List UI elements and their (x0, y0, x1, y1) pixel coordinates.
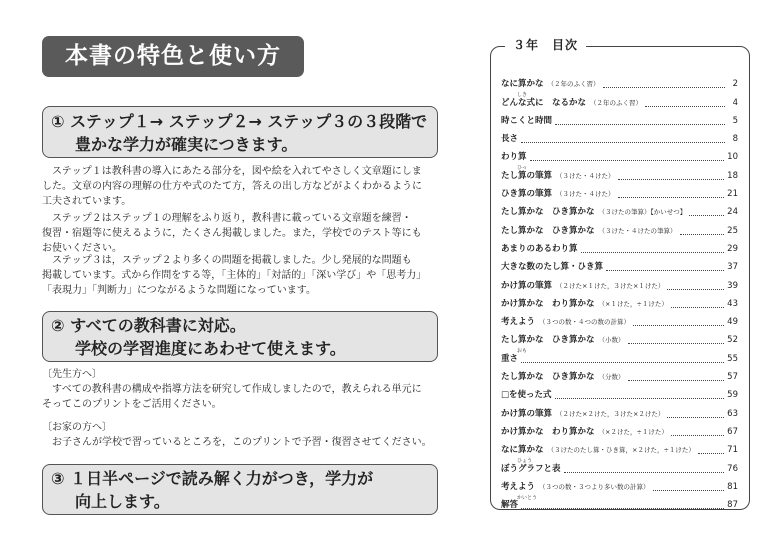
toc-leader-dots (606, 270, 724, 271)
toc-item (501, 182, 738, 200)
toc-item (501, 401, 738, 419)
toc-item (501, 383, 738, 401)
text-line: 復習・宿題等に使えるように，たくさん掲載しました。また，学校でのテスト等にも (42, 228, 422, 239)
toc-item-label: わり算 (501, 152, 527, 163)
toc-item-page: 55 (727, 353, 738, 364)
toc-item (501, 255, 738, 273)
toc-item-page: 4 (732, 97, 738, 108)
toc-item-page: 87 (727, 500, 738, 511)
toc-leader-dots (671, 435, 724, 436)
text-line: お子さんが学校で習っているところを，このプリントで予習・復習させてください。 (42, 437, 432, 448)
toc-item-label: たし算かな ひき算かな (501, 225, 595, 236)
toc-item-label: □を使った式 (501, 390, 552, 401)
toc-item-label: なに算かな (501, 445, 544, 456)
toc-title: ３年 目次 (505, 38, 586, 52)
toc-leader-dots (628, 380, 725, 381)
toc-item (501, 493, 738, 511)
toc-item-label: 解答 (501, 500, 519, 511)
toc-item-page: 63 (727, 408, 738, 419)
toc-item-label: 時こくと時間 (501, 115, 553, 126)
text-line: お使いください。 (42, 243, 122, 254)
toc-leader-dots (521, 362, 724, 363)
toc-item (501, 438, 738, 456)
toc-item-page: 76 (727, 463, 738, 474)
toc-item-note: （小数） (598, 336, 625, 345)
toc-leader-dots (645, 106, 725, 107)
step2-paragraph (42, 211, 440, 256)
toc-item-label: たし算かな ひき算かな (501, 372, 595, 383)
feature-heading-3 (42, 464, 438, 515)
toc-item-label: 考えよう (501, 481, 536, 492)
text-line: 〔お家の方へ〕 (42, 422, 112, 433)
feature-heading-line: ③ １日半ページで読み解く力がつき，学力が (51, 469, 374, 488)
toc-item (501, 127, 738, 145)
toc-item-page: 18 (727, 170, 738, 181)
text-line: ステップ１は教科書の導入にあたる部分を，図や絵を入れてやさしく文章題にしま (42, 166, 422, 177)
page-title: 本書の特色と使い方 (42, 36, 304, 77)
toc-leader-dots (564, 472, 725, 473)
toc-leader-dots (521, 508, 724, 509)
toc-item-page: 8 (732, 134, 738, 145)
toc-leader-dots (689, 215, 724, 216)
toc-item-note: （３けたの筆算）【かいせつ】 (598, 208, 687, 217)
toc-item-note: （×１けた，÷１けた） (598, 299, 668, 308)
text-line: ステップ３は，ステップ２より多くの問題を掲載しました。少し発展的な問題も (42, 255, 412, 266)
toc-item-label: かけ算の筆算 (501, 280, 553, 291)
step1-paragraph (42, 164, 440, 209)
teacher-note (42, 367, 440, 412)
text-line: すべての教科書の構成や指導方法を研究して作成しましたので，教えられる単元に (42, 384, 422, 395)
toc-item-label: あまりのあるわり算 (501, 243, 578, 254)
toc-item-label: ひき算の筆算 (501, 189, 553, 200)
toc-leader-dots (628, 343, 725, 344)
text-line: した。文章の内容の理解の仕方や式のたて方，答えの出し方などがよくわかるように (42, 181, 422, 192)
text-line: 掲載しています。式から作問をする等，「主体的」「対話的」「深い学び」や「思考力」 (42, 270, 427, 281)
toc-leader-dots (530, 160, 725, 161)
toc-item (501, 273, 738, 291)
toc-item-page: 21 (727, 189, 738, 200)
toc-item-note: （３けた・４けたの筆算） (598, 226, 677, 235)
toc-leader-dots (667, 289, 724, 290)
toc-item-page: 10 (727, 152, 738, 163)
toc-item-page: 67 (727, 426, 738, 437)
toc-item-label: ぼうグラフと表 (501, 463, 561, 474)
toc-item (501, 72, 738, 90)
toc-item (501, 218, 738, 236)
feature-heading-line: ② すべての教科書に対応。 (51, 316, 246, 335)
feature-heading-line: 学校の学習進度にあわせて使えます。 (75, 339, 346, 358)
toc-item-label: 大きな数のたし算・ひき算 (501, 262, 604, 273)
toc-item-ruby: ひょう (517, 458, 533, 465)
toc-item (501, 237, 738, 255)
toc-item-label: かけ算かな わり算かな (501, 426, 595, 437)
feature-heading-1 (42, 106, 438, 158)
toc-item-note: （２けた×１けた，３けた×１けた） (556, 281, 665, 290)
toc-leader-dots (698, 453, 724, 454)
toc-leader-dots (521, 142, 725, 143)
family-note (42, 420, 440, 450)
toc-item-page: 24 (727, 207, 738, 218)
toc-item-label: かけ算かな わり算かな (501, 298, 595, 309)
text-line: 「表現力」「判断力」につながるような問題になっています。 (42, 285, 316, 296)
toc-item (501, 292, 738, 310)
toc-item-note: （３つの数・４つの数の計算） (539, 318, 631, 327)
toc-item-page: 52 (727, 335, 738, 346)
toc-item-page: 2 (732, 79, 738, 90)
toc-item (501, 200, 738, 218)
toc-item-page: 37 (727, 262, 738, 273)
toc-item-label: 考えよう (501, 317, 536, 328)
toc-item (501, 456, 738, 474)
toc-item-note: （３つの数・３つより多い数の計算） (539, 482, 650, 491)
toc-item-page: 43 (727, 298, 738, 309)
toc-leader-dots (667, 417, 724, 418)
toc-leader-dots (633, 325, 724, 326)
toc-item (501, 310, 738, 328)
toc-leader-dots (555, 398, 725, 399)
toc-item-page: 49 (727, 317, 738, 328)
toc-item-page: 39 (727, 280, 738, 291)
toc-item (501, 90, 738, 108)
toc-item (501, 145, 738, 163)
toc-item-page: 57 (727, 372, 738, 383)
toc-item-note: （３けた・４けた） (556, 171, 615, 180)
toc-item (501, 328, 738, 346)
toc-item-label: たし算の筆算 (501, 170, 553, 181)
toc-item-label: かけ算の筆算 (501, 408, 553, 419)
toc-leader-dots (618, 197, 725, 198)
toc-item-note: （２年のふく習） (590, 98, 643, 107)
toc-item-page: 59 (727, 390, 738, 401)
feature-heading-line: 向上します。 (75, 492, 170, 511)
text-line: そってこのプリントをご活用ください。 (42, 399, 222, 410)
toc-item (501, 475, 738, 493)
toc-item-label: 長さ (501, 134, 519, 145)
toc-list (501, 72, 738, 511)
toc-item-ruby: ひっ (517, 165, 528, 172)
text-line: 〔先生方へ〕 (42, 369, 102, 380)
toc-item-page: 5 (732, 115, 738, 126)
toc-item-note: （２けた×２けた，３けた×２けた） (556, 409, 665, 418)
toc-item-ruby: かいとう (517, 494, 538, 501)
text-line: 工夫されています。 (42, 196, 132, 207)
toc-item-note: （分数） (598, 373, 625, 382)
feature-heading-2 (42, 311, 438, 362)
step3-paragraph (42, 253, 440, 298)
toc-leader-dots (653, 490, 725, 491)
toc-item-page: 71 (727, 445, 738, 456)
toc-leader-dots (555, 124, 725, 125)
feature-heading-line: 豊かな学力が確実につきます。 (75, 135, 298, 154)
toc-leader-dots (680, 234, 725, 235)
toc-item (501, 420, 738, 438)
toc-item-note: （２年のふく習） (547, 80, 600, 89)
toc-item-page: 25 (727, 225, 738, 236)
toc-item-page: 81 (727, 481, 738, 492)
feature-heading-line: ① ステップ１→ ステップ２→ ステップ３の３段階で (51, 112, 428, 131)
toc-item (501, 365, 738, 383)
toc-item-page: 29 (727, 243, 738, 254)
text-line: ステップ２はステップ１の理解をふり返り，教科書に載っている文章題を練習・ (42, 213, 412, 224)
toc-leader-dots (618, 179, 725, 180)
toc-leader-dots (581, 252, 725, 253)
toc-item (501, 163, 738, 181)
toc-item (501, 109, 738, 127)
toc-leader-dots (603, 87, 725, 88)
toc-leader-dots (671, 307, 724, 308)
toc-item-label: なに算かな (501, 79, 544, 90)
toc-item-label: どんな式に なるかな (501, 97, 587, 108)
toc-item-ruby: おも (517, 348, 528, 355)
toc-item-note: （３けたのたし算・ひき算，×２けた，÷１けた） (547, 446, 695, 455)
toc-item-ruby: しき (517, 92, 528, 99)
toc-item-label: 重さ (501, 353, 519, 364)
toc-item-note: （３けた・４けた） (556, 190, 615, 199)
toc-item-label: たし算かな ひき算かな (501, 207, 595, 218)
toc-item (501, 346, 738, 364)
toc-item-note: （×２けた，÷１けた） (598, 427, 668, 436)
toc-item-label: たし算かな ひき算かな (501, 335, 595, 346)
